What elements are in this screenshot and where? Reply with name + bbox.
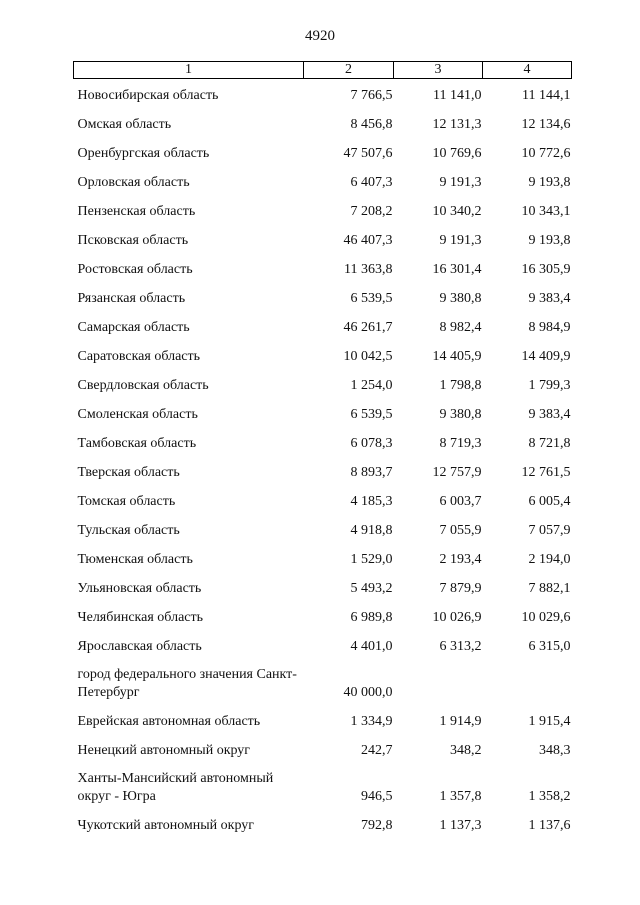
value-col2-cell: 8 893,7 xyxy=(350,465,393,480)
region-name-cell: Псковская область xyxy=(77,233,189,248)
value-col2-cell: 8 456,8 xyxy=(350,117,393,132)
value-col3-cell: 16 301,4 xyxy=(432,262,482,277)
value-col3-cell: 7 055,9 xyxy=(439,523,482,538)
column-header-1: 1 xyxy=(74,62,304,79)
table-row xyxy=(74,540,572,569)
value-col4-cell: 9 383,4 xyxy=(528,291,571,306)
region-name-cell: Омская область xyxy=(77,117,172,132)
value-col4-cell: 6 315,0 xyxy=(528,639,571,654)
value-col3-cell: 9 191,3 xyxy=(439,175,482,190)
region-name-cell: Самарская область xyxy=(77,320,190,335)
value-col3-cell: 12 131,3 xyxy=(432,117,482,132)
value-col4-cell: 8 984,9 xyxy=(528,320,571,335)
value-col2-cell: 6 539,5 xyxy=(350,291,393,306)
table-row xyxy=(74,656,572,702)
value-col2-cell: 1 334,9 xyxy=(350,714,393,729)
table-body xyxy=(74,79,572,836)
region-name-cell: Ханты-Мансийский автономный округ - Югра xyxy=(77,771,274,804)
region-name-cell: Тверская область xyxy=(77,465,180,480)
table-row xyxy=(74,760,572,806)
value-col2-cell: 242,7 xyxy=(361,743,393,758)
region-name-cell: Ненецкий автономный округ xyxy=(77,743,251,758)
value-col3-cell: 8 719,3 xyxy=(439,436,482,451)
value-col3-cell: 9 380,8 xyxy=(439,407,482,422)
value-col2-cell: 946,5 xyxy=(361,789,393,804)
table-row xyxy=(74,79,572,106)
value-col2-cell: 792,8 xyxy=(361,818,393,833)
value-col4-cell: 12 761,5 xyxy=(521,465,571,480)
value-col4-cell: 9 193,8 xyxy=(528,233,571,248)
value-col3-cell: 11 141,0 xyxy=(433,88,482,103)
region-name-cell: Новосибирская область xyxy=(77,88,219,103)
value-col4-cell: 11 144,1 xyxy=(522,88,571,103)
region-name-cell: Ярославская область xyxy=(77,639,202,654)
table-row xyxy=(74,702,572,731)
value-col4-cell: 7 882,1 xyxy=(528,581,571,596)
value-col4-cell: 1 358,2 xyxy=(528,789,571,804)
table-row xyxy=(74,806,572,835)
value-col4-cell: 6 005,4 xyxy=(528,494,571,509)
value-col4-cell: 10 343,1 xyxy=(521,204,571,219)
value-col3-cell: 6 313,2 xyxy=(439,639,482,654)
value-col4-cell: 1 915,4 xyxy=(528,714,571,729)
value-col3-cell: 10 026,9 xyxy=(432,610,482,625)
value-col3-cell: 6 003,7 xyxy=(439,494,482,509)
value-col2-cell: 47 507,6 xyxy=(343,146,393,161)
value-col2-cell: 11 363,8 xyxy=(344,262,393,277)
value-col3-cell: 12 757,9 xyxy=(432,465,482,480)
value-col3-cell: 1 798,8 xyxy=(439,378,482,393)
value-col2-cell: 1 529,0 xyxy=(350,552,393,567)
value-col4-cell: 14 409,9 xyxy=(521,349,571,364)
value-col3-cell: 9 380,8 xyxy=(439,291,482,306)
column-header-4: 4 xyxy=(483,62,572,79)
value-col4-cell: 9 383,4 xyxy=(528,407,571,422)
table-row xyxy=(74,731,572,760)
value-col4-cell: 1 137,6 xyxy=(528,818,571,833)
value-col3-cell: 2 193,4 xyxy=(439,552,482,567)
region-name-cell: Ростовская область xyxy=(77,262,193,277)
value-col4-cell: 8 721,8 xyxy=(528,436,571,451)
value-col2-cell: 6 407,3 xyxy=(350,175,393,190)
region-name-cell: Ульяновская область xyxy=(77,581,202,596)
region-name-cell: Оренбургская область xyxy=(77,146,210,161)
region-name-cell: Тюменская область xyxy=(77,552,193,567)
value-col2-cell: 6 539,5 xyxy=(350,407,393,422)
region-name-cell: Саратовская область xyxy=(77,349,201,364)
value-col2-cell: 46 261,7 xyxy=(343,320,393,335)
table-row xyxy=(74,105,572,134)
value-col2-cell: 5 493,2 xyxy=(350,581,393,596)
value-col2-cell: 6 078,3 xyxy=(350,436,393,451)
region-name-cell: Пензенская область xyxy=(77,204,196,219)
value-col4-cell xyxy=(483,656,572,702)
value-col2-cell: 4 185,3 xyxy=(350,494,393,509)
value-col4-cell: 10 029,6 xyxy=(521,610,571,625)
value-col2-cell: 46 407,3 xyxy=(343,233,393,248)
table-row xyxy=(74,192,572,221)
value-col3-cell: 348,2 xyxy=(450,743,482,758)
region-name-cell: Орловская область xyxy=(77,175,190,190)
value-col3-cell: 10 769,6 xyxy=(432,146,482,161)
value-col3-cell: 14 405,9 xyxy=(432,349,482,364)
table-row xyxy=(74,482,572,511)
table-row xyxy=(74,337,572,366)
column-header-2: 2 xyxy=(304,62,394,79)
region-name-cell: Тульская область xyxy=(77,523,180,538)
value-col3-cell: 8 982,4 xyxy=(439,320,482,335)
value-col2-cell: 40 000,0 xyxy=(343,685,393,700)
value-col2-cell: 7 766,5 xyxy=(350,88,393,103)
table-row xyxy=(74,511,572,540)
value-col3-cell: 1 914,9 xyxy=(439,714,482,729)
region-name-cell: город федерального значения Санкт-Петербург xyxy=(77,667,297,700)
value-col2-cell: 1 254,0 xyxy=(350,378,393,393)
value-col3-cell xyxy=(394,656,483,702)
value-col3-cell: 10 340,2 xyxy=(432,204,482,219)
value-col3-cell: 1 357,8 xyxy=(439,789,482,804)
table-row xyxy=(74,395,572,424)
table-row xyxy=(74,163,572,192)
table-row xyxy=(74,453,572,482)
region-name-cell: Рязанская область xyxy=(77,291,186,306)
table-row xyxy=(74,279,572,308)
value-col2-cell: 10 042,5 xyxy=(343,349,393,364)
table-row xyxy=(74,134,572,163)
region-name-cell: Смоленская область xyxy=(77,407,198,422)
table-row xyxy=(74,598,572,627)
table-row xyxy=(74,627,572,656)
table-header-row xyxy=(74,62,572,79)
value-col3-cell: 7 879,9 xyxy=(439,581,482,596)
value-col4-cell: 16 305,9 xyxy=(521,262,571,277)
table-row xyxy=(74,424,572,453)
value-col3-cell: 1 137,3 xyxy=(439,818,482,833)
table-row xyxy=(74,366,572,395)
region-name-cell: Тамбовская область xyxy=(77,436,197,451)
value-col4-cell: 10 772,6 xyxy=(521,146,571,161)
region-name-cell: Челябинская область xyxy=(77,610,203,625)
column-header-3: 3 xyxy=(394,62,483,79)
table-row xyxy=(74,308,572,337)
value-col2-cell: 4 918,8 xyxy=(350,523,393,538)
value-col4-cell: 9 193,8 xyxy=(528,175,571,190)
value-col3-cell: 9 191,3 xyxy=(439,233,482,248)
page-number: 4920 xyxy=(305,28,335,44)
table-row xyxy=(74,250,572,279)
region-name-cell: Еврейская автономная область xyxy=(77,714,261,729)
region-name-cell: Томская область xyxy=(77,494,176,509)
value-col4-cell: 2 194,0 xyxy=(528,552,571,567)
region-name-cell: Чукотский автономный округ xyxy=(77,818,255,833)
table-row xyxy=(74,569,572,598)
value-col4-cell: 348,3 xyxy=(539,743,571,758)
value-col2-cell: 6 989,8 xyxy=(350,610,393,625)
value-col4-cell: 1 799,3 xyxy=(528,378,571,393)
value-col4-cell: 12 134,6 xyxy=(521,117,571,132)
region-name-cell: Свердловская область xyxy=(77,378,209,393)
budget-table xyxy=(73,61,572,835)
value-col2-cell: 7 208,2 xyxy=(350,204,393,219)
value-col4-cell: 7 057,9 xyxy=(528,523,571,538)
value-col2-cell: 4 401,0 xyxy=(350,639,393,654)
table-row xyxy=(74,221,572,250)
